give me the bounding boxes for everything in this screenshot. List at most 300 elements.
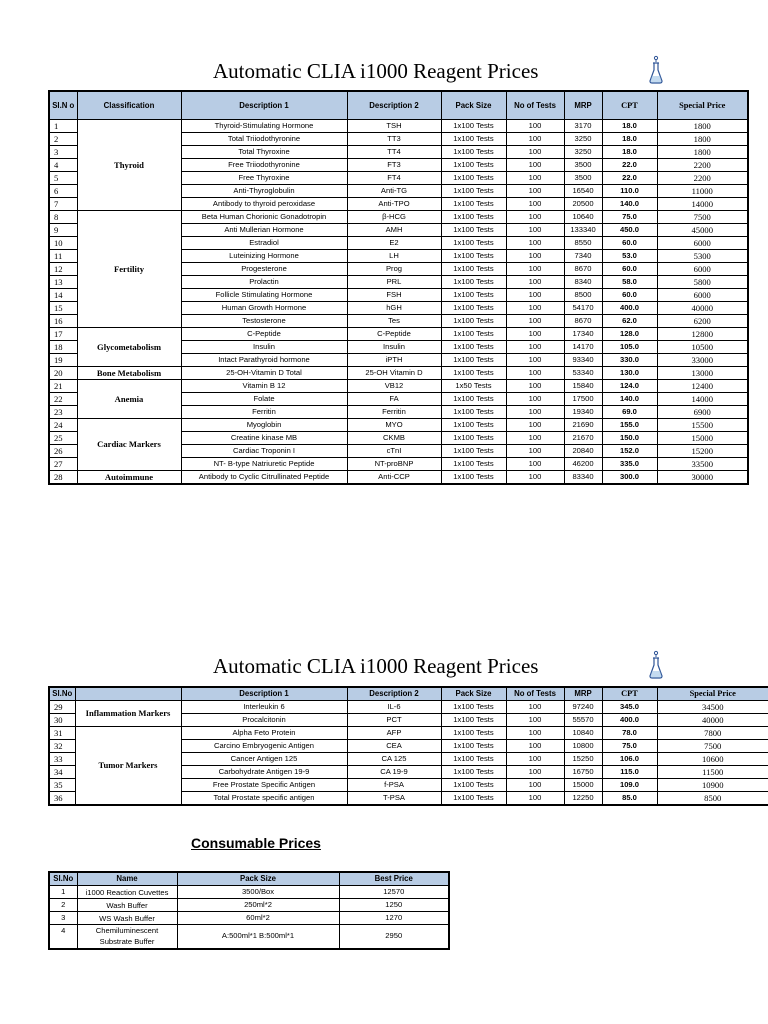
- row-pack-size: 1x100 Tests: [441, 211, 506, 224]
- row-best-price: 1270: [339, 912, 449, 925]
- row-pack-size: 1x100 Tests: [441, 419, 506, 432]
- row-pack-size: 1x100 Tests: [441, 120, 506, 133]
- row-cpt: 155.0: [602, 419, 657, 432]
- row-mrp: 10800: [564, 740, 602, 753]
- row-no-of-tests: 100: [506, 714, 564, 727]
- row-classification: Anemia: [77, 380, 181, 419]
- row-sl-no: 14: [49, 289, 77, 302]
- header-pack-size: Pack Size: [177, 872, 339, 886]
- row-sl-no: 5: [49, 172, 77, 185]
- row-no-of-tests: 100: [506, 419, 564, 432]
- table-row: [49, 912, 449, 925]
- row-cpt: 450.0: [602, 224, 657, 237]
- row-cpt: 140.0: [602, 393, 657, 406]
- row-description-2: AFP: [347, 727, 441, 740]
- row-no-of-tests: 100: [506, 354, 564, 367]
- header-no-of-tests: No of Tests: [506, 91, 564, 120]
- row-classification: Thyroid: [77, 120, 181, 211]
- row-description-1: Total Thyroxine: [181, 146, 347, 159]
- row-pack-size: 1x100 Tests: [441, 354, 506, 367]
- row-description-1: Procalcitonin: [181, 714, 347, 727]
- table-row: [49, 120, 748, 133]
- row-sl-no: 25: [49, 432, 77, 445]
- page-title-1: Automatic CLIA i1000 Reagent Prices: [213, 59, 539, 83]
- row-special-price: 40000: [657, 714, 768, 727]
- row-mrp: 15000: [564, 779, 602, 792]
- row-sl-no: 28: [49, 471, 77, 485]
- row-pack-size: 1x100 Tests: [441, 740, 506, 753]
- row-pack-size: 1x100 Tests: [441, 250, 506, 263]
- row-mrp: 133340: [564, 224, 602, 237]
- row-description-1: Carcino Embryogenic Antigen: [181, 740, 347, 753]
- row-description-2: TT3: [347, 133, 441, 146]
- row-mrp: 21690: [564, 419, 602, 432]
- row-sl-no: 19: [49, 354, 77, 367]
- row-pack-size: 1x100 Tests: [441, 458, 506, 471]
- row-cpt: 124.0: [602, 380, 657, 393]
- row-mrp: 3250: [564, 146, 602, 159]
- row-description-2: CA 125: [347, 753, 441, 766]
- header-mrp: MRP: [564, 91, 602, 120]
- row-mrp: 10640: [564, 211, 602, 224]
- row-sl-no: 32: [49, 740, 75, 753]
- row-cpt: 110.0: [602, 185, 657, 198]
- flask-icon: [647, 55, 665, 85]
- row-cpt: 58.0: [602, 276, 657, 289]
- row-cpt: 60.0: [602, 263, 657, 276]
- row-mrp: 46200: [564, 458, 602, 471]
- row-pack-size: 1x100 Tests: [441, 779, 506, 792]
- row-special-price: 14000: [657, 198, 748, 211]
- row-description-1: Total Prostate specific antigen: [181, 792, 347, 806]
- row-description-1: Luteinizing Hormone: [181, 250, 347, 263]
- row-sl-no: 22: [49, 393, 77, 406]
- flask-icon: [647, 650, 665, 680]
- row-description-1: Intact Parathyroid hormone: [181, 354, 347, 367]
- row-classification: Inflammation Markers: [75, 701, 181, 727]
- row-special-price: 1800: [657, 146, 748, 159]
- row-description-2: T-PSA: [347, 792, 441, 806]
- row-description-1: Vitamin B 12: [181, 380, 347, 393]
- row-mrp: 8670: [564, 315, 602, 328]
- row-no-of-tests: 100: [506, 432, 564, 445]
- row-mrp: 20500: [564, 198, 602, 211]
- header-no-of-tests: No of Tests: [506, 687, 564, 701]
- row-special-price: 45000: [657, 224, 748, 237]
- row-no-of-tests: 100: [506, 224, 564, 237]
- row-description-1: Ferritin: [181, 406, 347, 419]
- row-description-1: Antibody to thyroid peroxidase: [181, 198, 347, 211]
- row-no-of-tests: 100: [506, 445, 564, 458]
- row-pack-size: 1x100 Tests: [441, 328, 506, 341]
- row-sl-no: 34: [49, 766, 75, 779]
- row-description-1: C-Peptide: [181, 328, 347, 341]
- row-mrp: 21670: [564, 432, 602, 445]
- row-mrp: 17340: [564, 328, 602, 341]
- row-classification: Cardiac Markers: [77, 419, 181, 471]
- row-mrp: 15250: [564, 753, 602, 766]
- row-sl-no: 10: [49, 237, 77, 250]
- row-special-price: 12800: [657, 328, 748, 341]
- row-pack-size: 1x100 Tests: [441, 445, 506, 458]
- row-cpt: 75.0: [602, 740, 657, 753]
- row-classification: Glycometabolism: [77, 328, 181, 367]
- row-cpt: 106.0: [602, 753, 657, 766]
- row-sl-no: 1: [49, 120, 77, 133]
- row-no-of-tests: 100: [506, 779, 564, 792]
- row-cpt: 18.0: [602, 120, 657, 133]
- row-mrp: 8340: [564, 276, 602, 289]
- row-special-price: 6000: [657, 237, 748, 250]
- row-pack-size: 60ml*2: [177, 912, 339, 925]
- row-mrp: 83340: [564, 471, 602, 485]
- row-no-of-tests: 100: [506, 237, 564, 250]
- row-pack-size: 1x100 Tests: [441, 146, 506, 159]
- row-cpt: 152.0: [602, 445, 657, 458]
- row-special-price: 10600: [657, 753, 768, 766]
- row-pack-size: 1x100 Tests: [441, 432, 506, 445]
- row-sl-no: 20: [49, 367, 77, 380]
- row-mrp: 8670: [564, 263, 602, 276]
- row-sl-no: 9: [49, 224, 77, 237]
- row-best-price: 2950: [339, 925, 449, 949]
- row-pack-size: 1x100 Tests: [441, 237, 506, 250]
- row-no-of-tests: 100: [506, 367, 564, 380]
- row-description-1: Carbohydrate Antigen 19-9: [181, 766, 347, 779]
- row-sl-no: 35: [49, 779, 75, 792]
- row-description-2: AMH: [347, 224, 441, 237]
- row-name: Chemiluminescent Substrate Buffer: [77, 925, 177, 949]
- table-row: [49, 701, 768, 714]
- row-sl-no: 3: [49, 146, 77, 159]
- row-description-1: Interleukin 6: [181, 701, 347, 714]
- header-pack-size: Pack Size: [441, 91, 506, 120]
- row-no-of-tests: 100: [506, 406, 564, 419]
- row-special-price: 7800: [657, 727, 768, 740]
- row-cpt: 60.0: [602, 237, 657, 250]
- row-sl-no: 11: [49, 250, 77, 263]
- header-cpt: CPT: [602, 687, 657, 701]
- row-no-of-tests: 100: [506, 133, 564, 146]
- row-cpt: 400.0: [602, 302, 657, 315]
- row-special-price: 2200: [657, 172, 748, 185]
- row-no-of-tests: 100: [506, 701, 564, 714]
- row-description-1: Follicle Stimulating Hormone: [181, 289, 347, 302]
- row-description-1: Cardiac Troponin I: [181, 445, 347, 458]
- row-cpt: 109.0: [602, 779, 657, 792]
- row-no-of-tests: 100: [506, 185, 564, 198]
- row-special-price: 1800: [657, 120, 748, 133]
- table-row: [49, 886, 449, 899]
- row-cpt: 78.0: [602, 727, 657, 740]
- row-name: WS Wash Buffer: [77, 912, 177, 925]
- row-description-2: PRL: [347, 276, 441, 289]
- row-description-2: hGH: [347, 302, 441, 315]
- row-pack-size: 1x100 Tests: [441, 727, 506, 740]
- row-description-2: Anti-TPO: [347, 198, 441, 211]
- row-mrp: 55570: [564, 714, 602, 727]
- row-mrp: 93340: [564, 354, 602, 367]
- row-description-1: Estradiol: [181, 237, 347, 250]
- row-pack-size: 1x100 Tests: [441, 701, 506, 714]
- row-mrp: 8500: [564, 289, 602, 302]
- consumable-price-table: [48, 871, 450, 950]
- header-special-price: Special Price: [657, 91, 748, 120]
- header-sl: Sl.N o: [49, 91, 77, 120]
- row-sl-no: 18: [49, 341, 77, 354]
- row-special-price: 15200: [657, 445, 748, 458]
- row-no-of-tests: 100: [506, 120, 564, 133]
- row-cpt: 62.0: [602, 315, 657, 328]
- row-description-1: Free Triiodothyronine: [181, 159, 347, 172]
- row-special-price: 5800: [657, 276, 748, 289]
- row-no-of-tests: 100: [506, 753, 564, 766]
- row-description-2: Anti-CCP: [347, 471, 441, 485]
- row-pack-size: A:500ml*1 B:500ml*1: [177, 925, 339, 949]
- row-pack-size: 1x50 Tests: [441, 380, 506, 393]
- row-no-of-tests: 100: [506, 250, 564, 263]
- row-description-2: Anti-TG: [347, 185, 441, 198]
- row-description-2: 25-OH Vitamin D: [347, 367, 441, 380]
- row-mrp: 3170: [564, 120, 602, 133]
- row-name: Wash Buffer: [77, 899, 177, 912]
- row-special-price: 5300: [657, 250, 748, 263]
- row-special-price: 6200: [657, 315, 748, 328]
- header-description-2: Description 2: [347, 91, 441, 120]
- row-description-2: Insulin: [347, 341, 441, 354]
- row-description-2: cTnI: [347, 445, 441, 458]
- row-description-2: MYO: [347, 419, 441, 432]
- row-description-1: Beta Human Chorionic Gonadotropin: [181, 211, 347, 224]
- row-no-of-tests: 100: [506, 727, 564, 740]
- row-sl-no: 17: [49, 328, 77, 341]
- row-special-price: 10900: [657, 779, 768, 792]
- row-no-of-tests: 100: [506, 341, 564, 354]
- row-description-1: Free Thyroxine: [181, 172, 347, 185]
- row-sl-no: 36: [49, 792, 75, 806]
- row-no-of-tests: 100: [506, 172, 564, 185]
- row-sl-no: 1: [49, 886, 77, 899]
- header-classification-blank: [75, 687, 181, 701]
- row-description-1: 25-OH-Vitamin D Total: [181, 367, 347, 380]
- row-pack-size: 1x100 Tests: [441, 714, 506, 727]
- row-mrp: 54170: [564, 302, 602, 315]
- row-description-1: Human Growth Hormone: [181, 302, 347, 315]
- table-row: [49, 367, 748, 380]
- row-special-price: 14000: [657, 393, 748, 406]
- header-description-1: Description 1: [181, 687, 347, 701]
- row-no-of-tests: 100: [506, 263, 564, 276]
- row-description-2: FT4: [347, 172, 441, 185]
- row-mrp: 53340: [564, 367, 602, 380]
- row-pack-size: 1x100 Tests: [441, 302, 506, 315]
- row-cpt: 53.0: [602, 250, 657, 263]
- row-description-1: Thyroid-Stimulating Hormone: [181, 120, 347, 133]
- row-description-2: PCT: [347, 714, 441, 727]
- table-row: [49, 727, 768, 740]
- row-sl-no: 12: [49, 263, 77, 276]
- row-description-2: β-HCG: [347, 211, 441, 224]
- row-mrp: 3250: [564, 133, 602, 146]
- row-no-of-tests: 100: [506, 792, 564, 806]
- row-description-2: FSH: [347, 289, 441, 302]
- row-cpt: 18.0: [602, 146, 657, 159]
- row-sl-no: 15: [49, 302, 77, 315]
- row-best-price: 12570: [339, 886, 449, 899]
- row-mrp: 97240: [564, 701, 602, 714]
- row-sl-no: 13: [49, 276, 77, 289]
- row-description-2: Prog: [347, 263, 441, 276]
- row-special-price: 6000: [657, 289, 748, 302]
- row-sl-no: 27: [49, 458, 77, 471]
- row-description-1: Folate: [181, 393, 347, 406]
- row-description-2: LH: [347, 250, 441, 263]
- row-cpt: 18.0: [602, 133, 657, 146]
- row-sl-no: 2: [49, 133, 77, 146]
- row-sl-no: 8: [49, 211, 77, 224]
- header-special-price: Special Price: [657, 687, 768, 701]
- header-sl: Sl.No: [49, 872, 77, 886]
- row-pack-size: 250ml*2: [177, 899, 339, 912]
- row-pack-size: 1x100 Tests: [441, 159, 506, 172]
- row-classification: Bone Metabolism: [77, 367, 181, 380]
- table-row: [49, 419, 748, 432]
- row-description-2: TT4: [347, 146, 441, 159]
- row-no-of-tests: 100: [506, 276, 564, 289]
- row-mrp: 8550: [564, 237, 602, 250]
- row-description-2: FA: [347, 393, 441, 406]
- table-row: [49, 328, 748, 341]
- row-special-price: 30000: [657, 471, 748, 485]
- row-special-price: 34500: [657, 701, 768, 714]
- row-no-of-tests: 100: [506, 328, 564, 341]
- row-pack-size: 1x100 Tests: [441, 766, 506, 779]
- row-special-price: 8500: [657, 792, 768, 806]
- row-mrp: 16750: [564, 766, 602, 779]
- row-description-1: Anti Mullerian Hormone: [181, 224, 347, 237]
- row-special-price: 12400: [657, 380, 748, 393]
- row-sl-no: 3: [49, 912, 77, 925]
- row-pack-size: 1x100 Tests: [441, 172, 506, 185]
- row-mrp: 3500: [564, 172, 602, 185]
- row-description-2: IL-6: [347, 701, 441, 714]
- row-special-price: 6900: [657, 406, 748, 419]
- row-mrp: 15840: [564, 380, 602, 393]
- row-no-of-tests: 100: [506, 766, 564, 779]
- row-pack-size: 1x100 Tests: [441, 276, 506, 289]
- row-pack-size: 1x100 Tests: [441, 198, 506, 211]
- row-description-2: C-Peptide: [347, 328, 441, 341]
- row-description-1: Myoglobin: [181, 419, 347, 432]
- row-cpt: 335.0: [602, 458, 657, 471]
- row-pack-size: 1x100 Tests: [441, 406, 506, 419]
- row-pack-size: 1x100 Tests: [441, 263, 506, 276]
- table-row: [49, 925, 449, 949]
- row-sl-no: 23: [49, 406, 77, 419]
- row-description-2: CEA: [347, 740, 441, 753]
- row-mrp: 19340: [564, 406, 602, 419]
- row-description-1: Insulin: [181, 341, 347, 354]
- row-no-of-tests: 100: [506, 211, 564, 224]
- row-mrp: 3500: [564, 159, 602, 172]
- row-sl-no: 31: [49, 727, 75, 740]
- row-mrp: 16540: [564, 185, 602, 198]
- row-cpt: 150.0: [602, 432, 657, 445]
- row-pack-size: 3500/Box: [177, 886, 339, 899]
- row-special-price: 15500: [657, 419, 748, 432]
- row-mrp: 10840: [564, 727, 602, 740]
- row-description-1: Progesterone: [181, 263, 347, 276]
- row-sl-no: 26: [49, 445, 77, 458]
- header-sl: Sl.No: [49, 687, 75, 701]
- row-description-1: Creatine kinase MB: [181, 432, 347, 445]
- row-description-1: Antibody to Cyclic Citrullinated Peptide: [181, 471, 347, 485]
- header-best-price: Best Price: [339, 872, 449, 886]
- row-mrp: 12250: [564, 792, 602, 806]
- row-sl-no: 6: [49, 185, 77, 198]
- row-mrp: 7340: [564, 250, 602, 263]
- row-sl-no: 24: [49, 419, 77, 432]
- row-special-price: 15000: [657, 432, 748, 445]
- row-special-price: 11000: [657, 185, 748, 198]
- row-sl-no: 7: [49, 198, 77, 211]
- row-sl-no: 4: [49, 159, 77, 172]
- row-special-price: 33500: [657, 458, 748, 471]
- table-row: [49, 380, 748, 393]
- row-cpt: 400.0: [602, 714, 657, 727]
- row-no-of-tests: 100: [506, 380, 564, 393]
- row-cpt: 115.0: [602, 766, 657, 779]
- row-cpt: 128.0: [602, 328, 657, 341]
- row-classification: Fertility: [77, 211, 181, 328]
- row-pack-size: 1x100 Tests: [441, 471, 506, 485]
- row-name: i1000 Reaction Cuvettes: [77, 886, 177, 899]
- row-mrp: 17500: [564, 393, 602, 406]
- row-classification: Autoimmune: [77, 471, 181, 485]
- row-cpt: 22.0: [602, 159, 657, 172]
- row-no-of-tests: 100: [506, 315, 564, 328]
- row-pack-size: 1x100 Tests: [441, 393, 506, 406]
- row-no-of-tests: 100: [506, 198, 564, 211]
- row-pack-size: 1x100 Tests: [441, 315, 506, 328]
- row-description-1: NT- B-type Natriuretic Peptide: [181, 458, 347, 471]
- row-special-price: 2200: [657, 159, 748, 172]
- table-row: [49, 211, 748, 224]
- row-pack-size: 1x100 Tests: [441, 289, 506, 302]
- row-special-price: 11500: [657, 766, 768, 779]
- row-description-1: Prolactin: [181, 276, 347, 289]
- row-special-price: 33000: [657, 354, 748, 367]
- row-special-price: 7500: [657, 211, 748, 224]
- row-cpt: 105.0: [602, 341, 657, 354]
- row-cpt: 130.0: [602, 367, 657, 380]
- row-sl-no: 16: [49, 315, 77, 328]
- row-description-2: VB12: [347, 380, 441, 393]
- row-description-1: Cancer Antigen 125: [181, 753, 347, 766]
- row-cpt: 140.0: [602, 198, 657, 211]
- row-special-price: 10500: [657, 341, 748, 354]
- row-no-of-tests: 100: [506, 302, 564, 315]
- header-mrp: MRP: [564, 687, 602, 701]
- table-row: [49, 471, 748, 485]
- row-cpt: 345.0: [602, 701, 657, 714]
- row-description-2: Tes: [347, 315, 441, 328]
- row-no-of-tests: 100: [506, 471, 564, 485]
- row-pack-size: 1x100 Tests: [441, 133, 506, 146]
- row-cpt: 75.0: [602, 211, 657, 224]
- header-description-2: Description 2: [347, 687, 441, 701]
- row-no-of-tests: 100: [506, 458, 564, 471]
